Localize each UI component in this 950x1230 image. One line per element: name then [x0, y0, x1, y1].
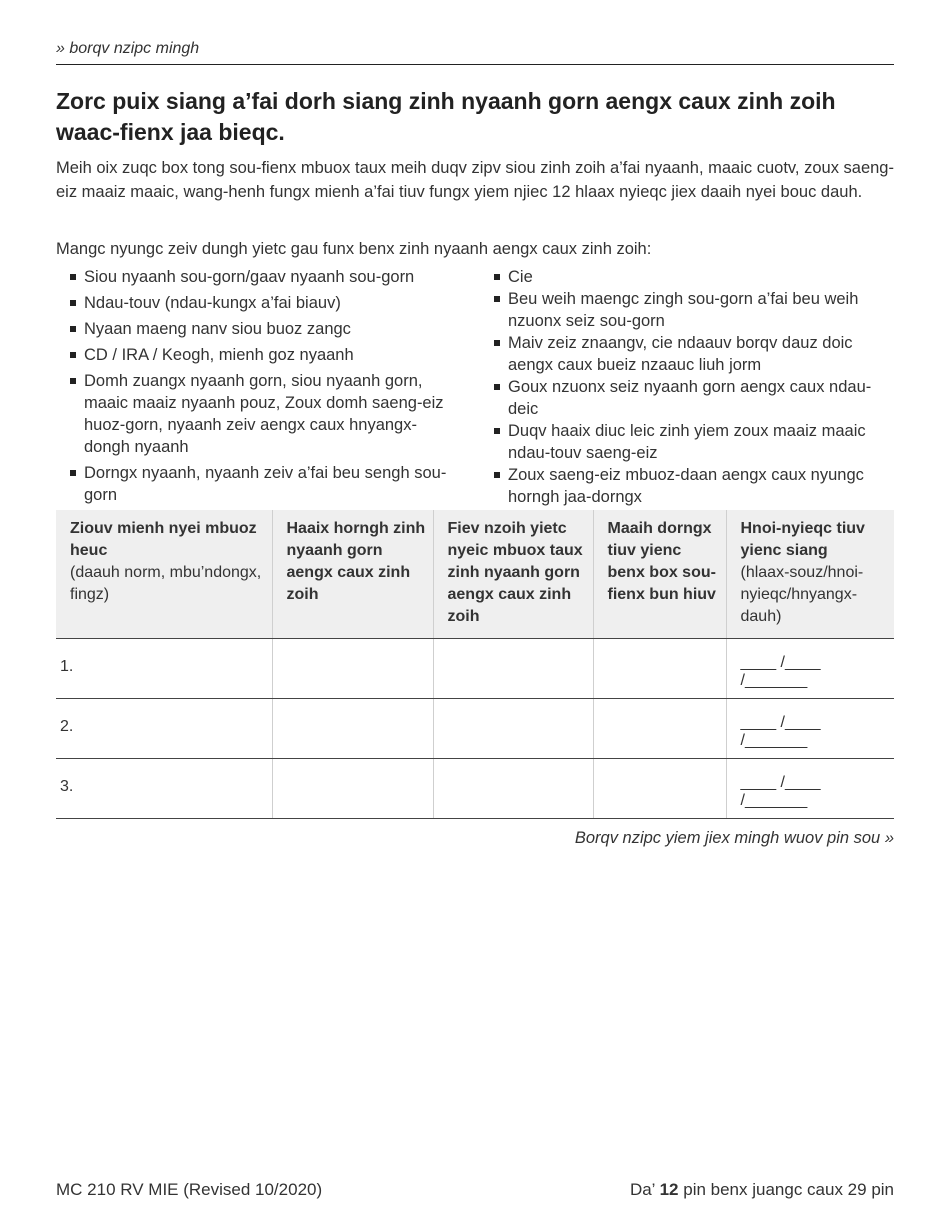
column-header-asset-type — [272, 510, 433, 639]
column-header-note: (hlaax-souz/hnoi-nyieqc/hnyangx-dauh) — [740, 564, 864, 625]
transfer-place-field[interactable] — [593, 699, 726, 759]
column-header-title: Hnoi-nyieqc tiuv yienc siang — [740, 520, 865, 559]
column-header-transfer-place — [593, 510, 726, 639]
column-header-note: (daauh norm, mbu’ndongx, fingz) — [70, 564, 262, 603]
column-header-title: Haaix horngh zinh nyaanh gorn aengx caux zinh zoih — [286, 520, 426, 603]
list-item: Beu weih maengc zingh sou-gorn a’fai beu weih nzuonx seiz sou-gorn — [494, 288, 874, 332]
list-item: Maiv zeiz znaangv, cie ndaauv borqv dauz doic aengx caux bueiz nzaauc liuh jorm — [494, 332, 874, 376]
asset-list-left — [70, 266, 460, 510]
transfer-place-field[interactable] — [593, 639, 726, 699]
list-lead: Mangc nyungc zeiv dungh yietc gau funx benx zinh nyaanh aengx caux zinh zoih: — [56, 240, 652, 258]
header-divider — [56, 64, 894, 65]
page-indicator — [630, 1180, 894, 1200]
breadcrumb: » borqv nzipc mingh — [56, 40, 200, 57]
transfer-place-field[interactable] — [593, 759, 726, 819]
asset-type-field[interactable] — [272, 759, 433, 819]
table-row — [56, 699, 894, 759]
row-number: 3. — [56, 759, 272, 819]
intro-paragraph: Meih oix zuqc box tong sou-fienx mbuox taux meih duqv zipv siou zinh zoih a’fai nyaanh, maaic cuotv, zoux saeng-eiz maaiz maaic, wang-henh fungx mienh a’fai tiuv fungx yiem njiec 12 hlaax nyieqc jiex daaih nyei bouc dauh. — [56, 159, 894, 201]
table-row — [56, 759, 894, 819]
column-header-asset-description — [433, 510, 593, 639]
column-header-transfer-date — [726, 510, 894, 639]
list-item: CD / IRA / Keogh, mienh goz nyaanh — [70, 344, 460, 366]
list-item: Duqv haaix diuc leic zinh yiem zoux maaiz maaic ndau-touv saeng-eiz — [494, 420, 874, 464]
list-item: Zoux saeng-eiz mbuoz-daan aengx caux nyungc horngh jaa-dorngx — [494, 464, 874, 508]
asset-description-field[interactable] — [433, 759, 593, 819]
transfer-date-field[interactable]: ____ /____ /_______ — [726, 759, 894, 819]
asset-table — [56, 510, 894, 819]
list-item: Siou nyaanh sou-gorn/gaav nyaanh sou-gorn — [70, 266, 460, 288]
list-item: Domh zuangx nyaanh gorn, siou nyaanh gorn, maaic maaiz nyaanh pouz, Zoux domh saeng-eiz huoz-gorn, nyaanh zeiv aengx caux hnyangx-dongh nyaanh — [70, 370, 460, 458]
form-id: MC 210 RV MIE (Revised 10/2020) — [56, 1180, 323, 1199]
column-header-title: Maaih dorngx tiuv yienc benx box sou-fienx bun hiuv — [607, 520, 716, 603]
page-prefix: Da’ — [629, 1180, 655, 1199]
table-header-row — [56, 510, 894, 639]
table-row — [56, 639, 894, 699]
list-item: Goux nzuonx seiz nyaanh gorn aengx caux ndau-deic — [494, 376, 874, 420]
list-item: Ndau-touv (ndau-kungx a’fai biauv) — [70, 292, 460, 314]
asset-description-field[interactable] — [433, 639, 593, 699]
list-item: Cie — [494, 266, 874, 288]
column-header-title: Fiev nzoih yietc nyeic mbuox taux zinh nyaanh gorn aengx caux zinh zoih — [447, 520, 583, 625]
asset-description-field[interactable] — [433, 699, 593, 759]
page-suffix: pin benx juangc caux 29 pin — [683, 1180, 894, 1199]
list-item: Nyaan maeng nanv siou buoz zangc — [70, 318, 460, 340]
asset-list-right — [494, 266, 874, 508]
page-number: 12 — [659, 1180, 679, 1199]
column-header-title: Ziouv mienh nyei mbuoz heuc — [70, 520, 257, 559]
continue-note: Borqv nzipc yiem jiex mingh wuov pin sou » — [574, 829, 894, 847]
section-title: Zorc puix siang a’fai dorh siang zinh nyaanh gorn aengx caux zinh zoih waac-fienx jaa bieqc. — [56, 88, 836, 145]
row-number: 1. — [56, 639, 272, 699]
transfer-date-field[interactable]: ____ /____ /_______ — [726, 639, 894, 699]
asset-type-field[interactable] — [272, 699, 433, 759]
row-number: 2. — [56, 699, 272, 759]
asset-type-field[interactable] — [272, 639, 433, 699]
transfer-date-field[interactable]: ____ /____ /_______ — [726, 699, 894, 759]
column-header-owner — [56, 510, 272, 639]
list-item: Dorngx nyaanh, nyaanh zeiv a’fai beu sengh sou-gorn — [70, 462, 460, 506]
